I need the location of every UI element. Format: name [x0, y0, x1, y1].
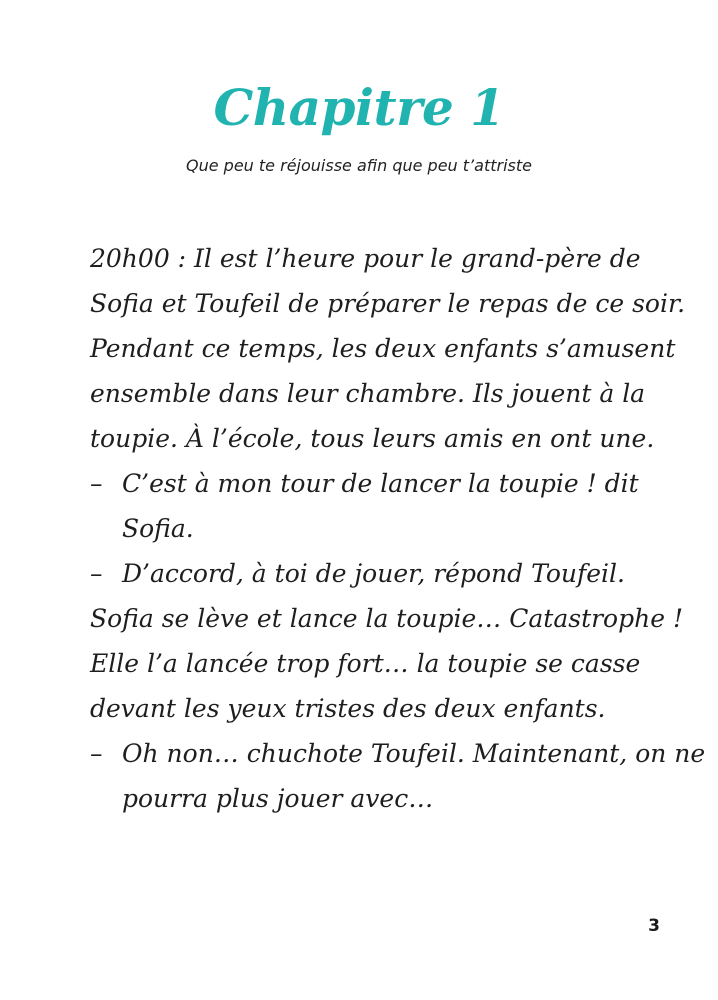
- story-line: Elle l’a lancée trop fort… la toupie se casse: [90, 649, 641, 678]
- chapter-title: Chapitre 1: [213, 78, 505, 137]
- dialogue-line: [90, 551, 638, 596]
- dialogue-dash: –: [90, 469, 103, 498]
- story-line: toupie. À l’école, tous leurs amis en ont une.: [90, 424, 655, 453]
- chapter-epigraph: Que peu te réjouisse afin que peu t’attriste: [186, 156, 532, 175]
- story-line: ensemble dans leur chambre. Ils jouent à la: [90, 379, 646, 408]
- dialogue-text: C’est à mon tour de lancer la toupie ! dit: [122, 469, 639, 498]
- story-line: devant les yeux tristes des deux enfants.: [90, 694, 606, 723]
- dialogue-text: Oh non… chuchote Toufeil. Maintenant, on ne: [122, 739, 706, 768]
- story-text: [90, 236, 706, 821]
- dialogue-dash: –: [90, 739, 103, 768]
- dialogue-text: D’accord, à toi de jouer, répond Toufeil.: [122, 559, 625, 588]
- page-number: 3: [648, 916, 660, 936]
- story-line: Sofia se lève et lance la toupie… Catastrophe !: [90, 604, 684, 633]
- dialogue-continuation: pourra plus jouer avec…: [122, 784, 434, 813]
- dialogue-line: [90, 461, 638, 506]
- story-line: Pendant ce temps, les deux enfants s’amusent: [90, 334, 676, 363]
- story-line: Sofia et Toufeil de préparer le repas de ce soir.: [90, 289, 686, 318]
- dialogue-continuation: Sofia.: [122, 514, 194, 543]
- dialogue-dash: –: [90, 559, 103, 588]
- dialogue-line: [90, 731, 706, 776]
- story-line: 20h00 : Il est l’heure pour le grand-père de: [90, 244, 641, 273]
